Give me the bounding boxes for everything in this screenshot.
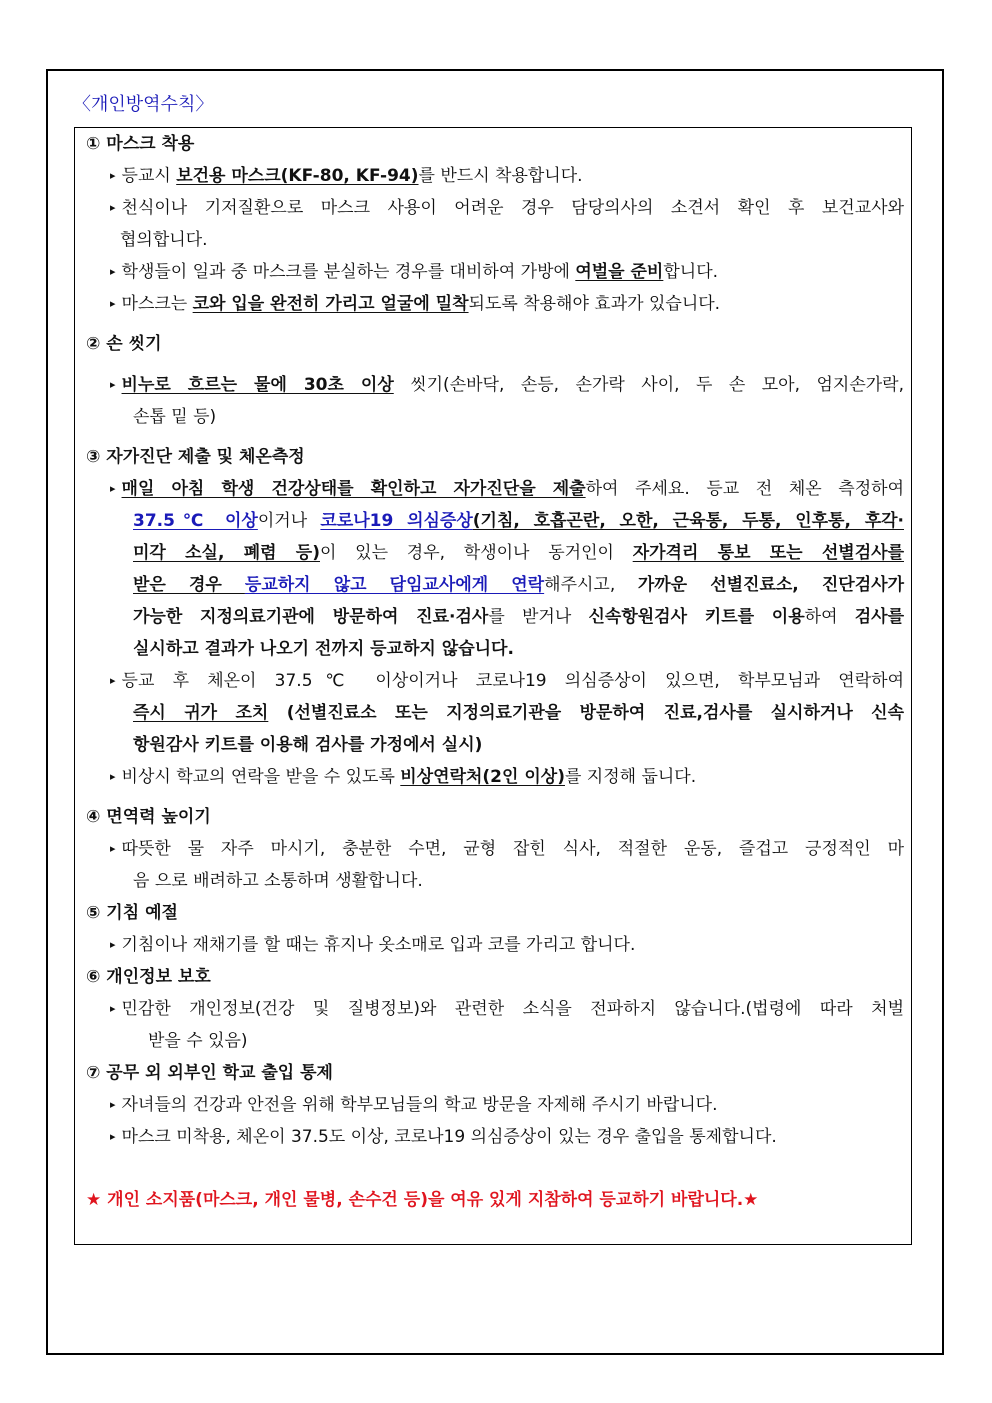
s3-item-2: ▸ 등교 후 체온이 37.5℃ 이상이거나 코로나19 의심증상이 있으면, 학부모님과 연락하여	[110, 671, 904, 691]
section-1-heading: ① 마스크 착용	[86, 134, 195, 154]
s1-item-2-cont: 협의합니다.	[120, 230, 208, 250]
bullet-icon: ▸	[110, 297, 116, 310]
bullet-icon: ▸	[110, 1002, 116, 1015]
document-title: 〈개인방역수칙〉	[73, 94, 214, 115]
section-2-heading: ② 손 씻기	[86, 334, 162, 354]
s3-item-2-line2: 즉시 귀가 조치 (선별진료소 또는 지정의료기관을 방문하여 진료,검사를 실시하거나 신속	[133, 703, 904, 723]
s1-item-4: ▸ 마스크는 코와 입을 완전히 가리고 얼굴에 밀착되도록 착용해야 효과가 있습니다.	[110, 294, 721, 314]
bullet-icon: ▸	[110, 1130, 116, 1143]
bullet-icon: ▸	[110, 265, 116, 278]
s1-item-2: ▸ 천식이나 기저질환으로 마스크 사용이 어려운 경우 담당의사의 소견서 확인 후 보건교사와	[110, 198, 904, 218]
section-3-heading: ③ 자가진단 제출 및 체온측정	[86, 447, 305, 467]
s2-item-1-cont: 손톱 밑 등)	[133, 407, 217, 427]
bullet-icon: ▸	[110, 938, 116, 951]
bullet-icon: ▸	[110, 674, 116, 687]
section-7-heading: ⑦ 공무 외 외부인 학교 출입 통제	[86, 1063, 333, 1083]
s1-item-3: ▸ 학생들이 일과 중 마스크를 분실하는 경우를 대비하여 가방에 여벌을 준비합니다.	[110, 262, 719, 282]
bullet-icon: ▸	[110, 201, 116, 214]
s5-item-1: ▸ 기침이나 재채기를 할 때는 휴지나 옷소매로 입과 코를 가리고 합니다.	[110, 935, 636, 955]
s3-item-2-line3: 항원감사 키트를 이용해 검사를 가정에서 실시)	[133, 735, 483, 755]
s7-item-1: ▸ 자녀들의 건강과 안전을 위해 학부모님들의 학교 방문을 자제해 주시기 바랍니다.	[110, 1095, 718, 1115]
s4-item-1-cont: 음 으로 배려하고 소통하며 생활합니다.	[133, 871, 423, 891]
s3-item-1-line6: 실시하고 결과가 나오기 전까지 등교하지 않습니다.	[133, 639, 514, 659]
bullet-icon: ▸	[110, 770, 116, 783]
s2-item-1: ▸ 비누로 흐르는 물에 30초 이상 씻기(손바닥, 손등, 손가락 사이, 두 손 모아, 엄지손가락,	[110, 375, 904, 395]
section-4-heading: ④ 면역력 높이기	[86, 807, 211, 827]
s1-item-1: ▸ 등교시 보건용 마스크(KF-80, KF-94)를 반드시 착용합니다.	[110, 166, 583, 186]
bullet-icon: ▸	[110, 169, 116, 182]
s3-item-3: ▸ 비상시 학교의 연락을 받을 수 있도록 비상연락처(2인 이상)를 지정해 둡니다.	[110, 767, 697, 787]
s3-item-1-line3: 미각 소실, 폐렴 등)이 있는 경우, 학생이나 동거인이 자가격리 통보 또는 선별검사를	[133, 543, 904, 563]
bullet-icon: ▸	[110, 482, 116, 495]
notice-banner: ★ 개인 소지품(마스크, 개인 물병, 손수건 등)을 여유 있게 지참하여 등교하기 바랍니다.★	[86, 1190, 759, 1210]
s7-item-2: ▸ 마스크 미착용, 체온이 37.5도 이상, 코로나19 의심증상이 있는 경우 출입을 통제합니다.	[110, 1127, 777, 1147]
bullet-icon: ▸	[110, 842, 116, 855]
s6-item-1: ▸ 민감한 개인정보(건강 및 질병정보)와 관련한 소식을 전파하지 않습니다.(법령에 따라 처벌	[110, 999, 904, 1019]
section-6-heading: ⑥ 개인정보 보호	[86, 967, 211, 987]
s3-item-1-line5: 가능한 지정의료기관에 방문하여 진료·검사를 받거나 신속항원검사 키트를 이용하여 검사를	[133, 607, 905, 627]
s4-item-1: ▸ 따뜻한 물 자주 마시기, 충분한 수면, 균형 잡힌 식사, 적절한 운동, 즐겁고 긍정적인 마	[110, 839, 904, 859]
s3-item-1-line4: 받은 경우 등교하지 않고 담임교사에게 연락해주시고, 가까운 선별진료소, 진단검사가	[133, 575, 904, 595]
bullet-icon: ▸	[110, 378, 116, 391]
s6-item-1-cont: 받을 수 있음)	[148, 1031, 248, 1051]
bullet-icon: ▸	[110, 1098, 116, 1111]
s3-item-1: ▸ 매일 아침 학생 건강상태를 확인하고 자가진단을 제출하여 주세요. 등교 전 체온 측정하여	[110, 479, 904, 499]
s3-item-1-line2: 37.5℃ 이상이거나 코로나19 의심증상(기침, 호흡곤란, 오한, 근육통, 두통, 인후통, 후각·	[133, 511, 904, 531]
section-5-heading: ⑤ 기침 예절	[86, 903, 178, 923]
